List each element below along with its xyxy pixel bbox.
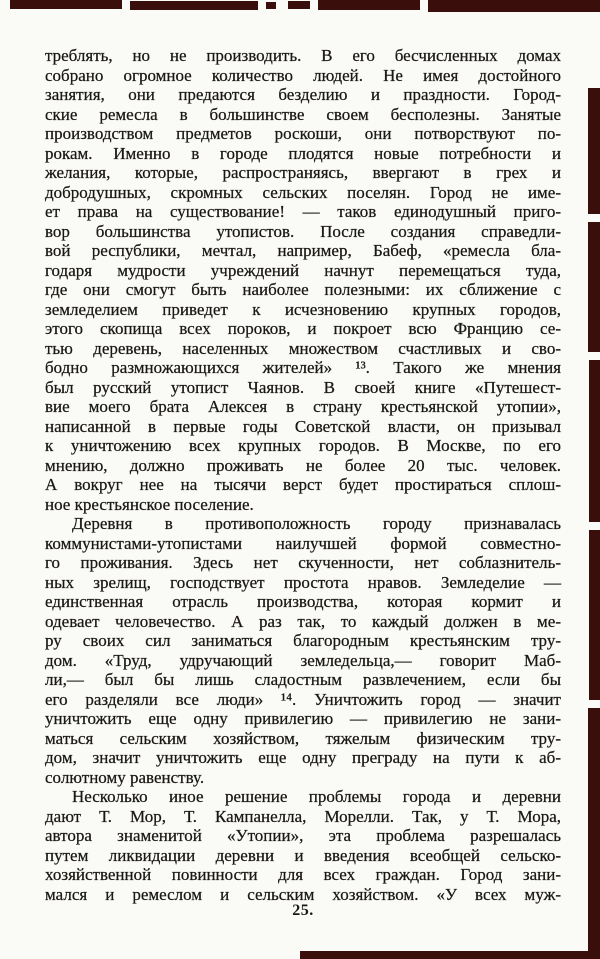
- text-line: коммунистами-утопистами наилучшей формой совместно-: [45, 533, 561, 553]
- text-line: добродушных, скромных сельских поселян. Город не име-: [45, 182, 561, 202]
- scan-edge-artifact: [288, 1, 310, 9]
- text-line: вой республики, мечтал, например, Бабеф, «ремесла бла-: [45, 241, 561, 260]
- scan-edge-artifact: [588, 222, 600, 352]
- text-line: дом, значит уничтожить еще одну преграду на пути к аб-: [45, 748, 561, 767]
- scan-edge-artifact: [588, 708, 600, 959]
- text-line: написанной в первые годы Советской власти, он призывал: [45, 416, 561, 436]
- scan-edge-artifact: [300, 951, 600, 959]
- scan-edge-artifact: [266, 2, 276, 9]
- text-line: автора знаменитой «Утопии», эта проблема разрешалась: [45, 826, 561, 845]
- text-line: где они смогут быть наиболее полезными: их сближение с: [45, 280, 561, 299]
- text-line: хозяйственной повинности для всех граждан. Город зани-: [45, 865, 561, 884]
- page-number: 25.: [292, 902, 314, 919]
- text-line: к уничтожению всех крупных городов. В Москве, по его: [45, 436, 561, 455]
- text-line: уничтожить еще одну привилегию — привилегию не зани-: [45, 709, 561, 728]
- text-line: путем ликвидации деревни и введения всеобщей сельско-: [45, 845, 561, 865]
- text-line: ных зрелищ, господствует простота нравов. Земледелие —: [45, 572, 561, 592]
- scan-edge-artifact: [318, 0, 420, 10]
- text-line: его разделяли все люди» ¹⁴. Уничтожить город — значит: [45, 689, 561, 709]
- text-line: ное крестьянское поселение.: [45, 494, 254, 514]
- scan-edge-artifact: [589, 530, 600, 700]
- page-text: [45, 46, 561, 904]
- text-line: Несколько иное решение проблемы города и деревни: [72, 787, 561, 806]
- text-line: вор большинства утопистов. После создания справедли-: [45, 221, 561, 241]
- text-line: треблять, но не производить. В его бесчисленных домах: [45, 46, 561, 65]
- text-line: ру своих сил заниматься благородным крестьянским тру-: [45, 631, 561, 650]
- scan-edge-artifact: [130, 1, 258, 10]
- text-line: ли,— был бы лишь сладостным развлечением, если бы: [45, 670, 561, 689]
- text-line: мнению, должно проживать не более 20 тыс. человек.: [45, 455, 561, 475]
- text-line: желания, которые, распространяясь, ввергают в грех и: [45, 163, 561, 182]
- text-line: одевает человечество. А раз так, то каждый должен в ме-: [45, 611, 561, 631]
- text-line: ские ремесла в большинстве своем бесполезны. Занятые: [45, 104, 561, 124]
- text-line: А вокруг нее на тысячи верст будет простираться сплош-: [45, 475, 561, 494]
- text-line: этого скопища всех пороков, и покроет всю Францию се-: [45, 319, 561, 338]
- text-line: го проживания. Здесь нет скученности, нет соблазнитель-: [45, 553, 561, 572]
- text-line: собрано огромное количество людей. Не имея достойного: [45, 65, 561, 85]
- text-line: вие моего брата Алексея в страну крестьянской утопии»,: [45, 397, 561, 416]
- text-line: был русский утопист Чаянов. В своей книге «Путешест-: [45, 377, 561, 397]
- text-line: маться сельским хозяйством, тяжелым физическим тру-: [45, 728, 561, 748]
- text-line: дают Т. Мор, Т. Кампанелла, Морелли. Так, у Т. Мора,: [45, 806, 561, 826]
- text-line: годаря мудрости учреждений начнут перемещаться туда,: [45, 260, 561, 280]
- text-line: земледелием приведет к исчезновению крупных городов,: [45, 299, 561, 319]
- scan-edge-artifact: [589, 360, 600, 522]
- scan-edge-artifact: [588, 88, 600, 214]
- scan-edge-artifact: [10, 0, 122, 9]
- text-line: бодно размножающихся жителей» ¹³. Такого же мнения: [45, 358, 561, 377]
- text-line: Деревня в противоположность городу признавалась: [72, 514, 561, 533]
- text-line: тью деревень, населенных множеством счастливых и сво-: [45, 338, 561, 358]
- text-line: дом. «Труд, удручающий земледельца,— говорит Маб-: [45, 650, 561, 670]
- text-line: производством предметов роскоши, они потворствуют по-: [45, 124, 561, 143]
- scan-edge-artifact: [428, 0, 600, 12]
- text-line: рокам. Именно в городе плодятся новые потребности и: [45, 143, 561, 163]
- text-line: единственная отрасль производства, которая кормит и: [45, 592, 561, 611]
- text-line: солютному равенству.: [45, 767, 205, 787]
- text-line: мался и ремеслом и сельским хозяйством. «У всех муж-: [45, 884, 561, 904]
- text-line: занятия, они предаются безделию и праздности. Город-: [45, 85, 561, 104]
- text-line: ет права на существование! — таков единодушный приго-: [45, 202, 561, 221]
